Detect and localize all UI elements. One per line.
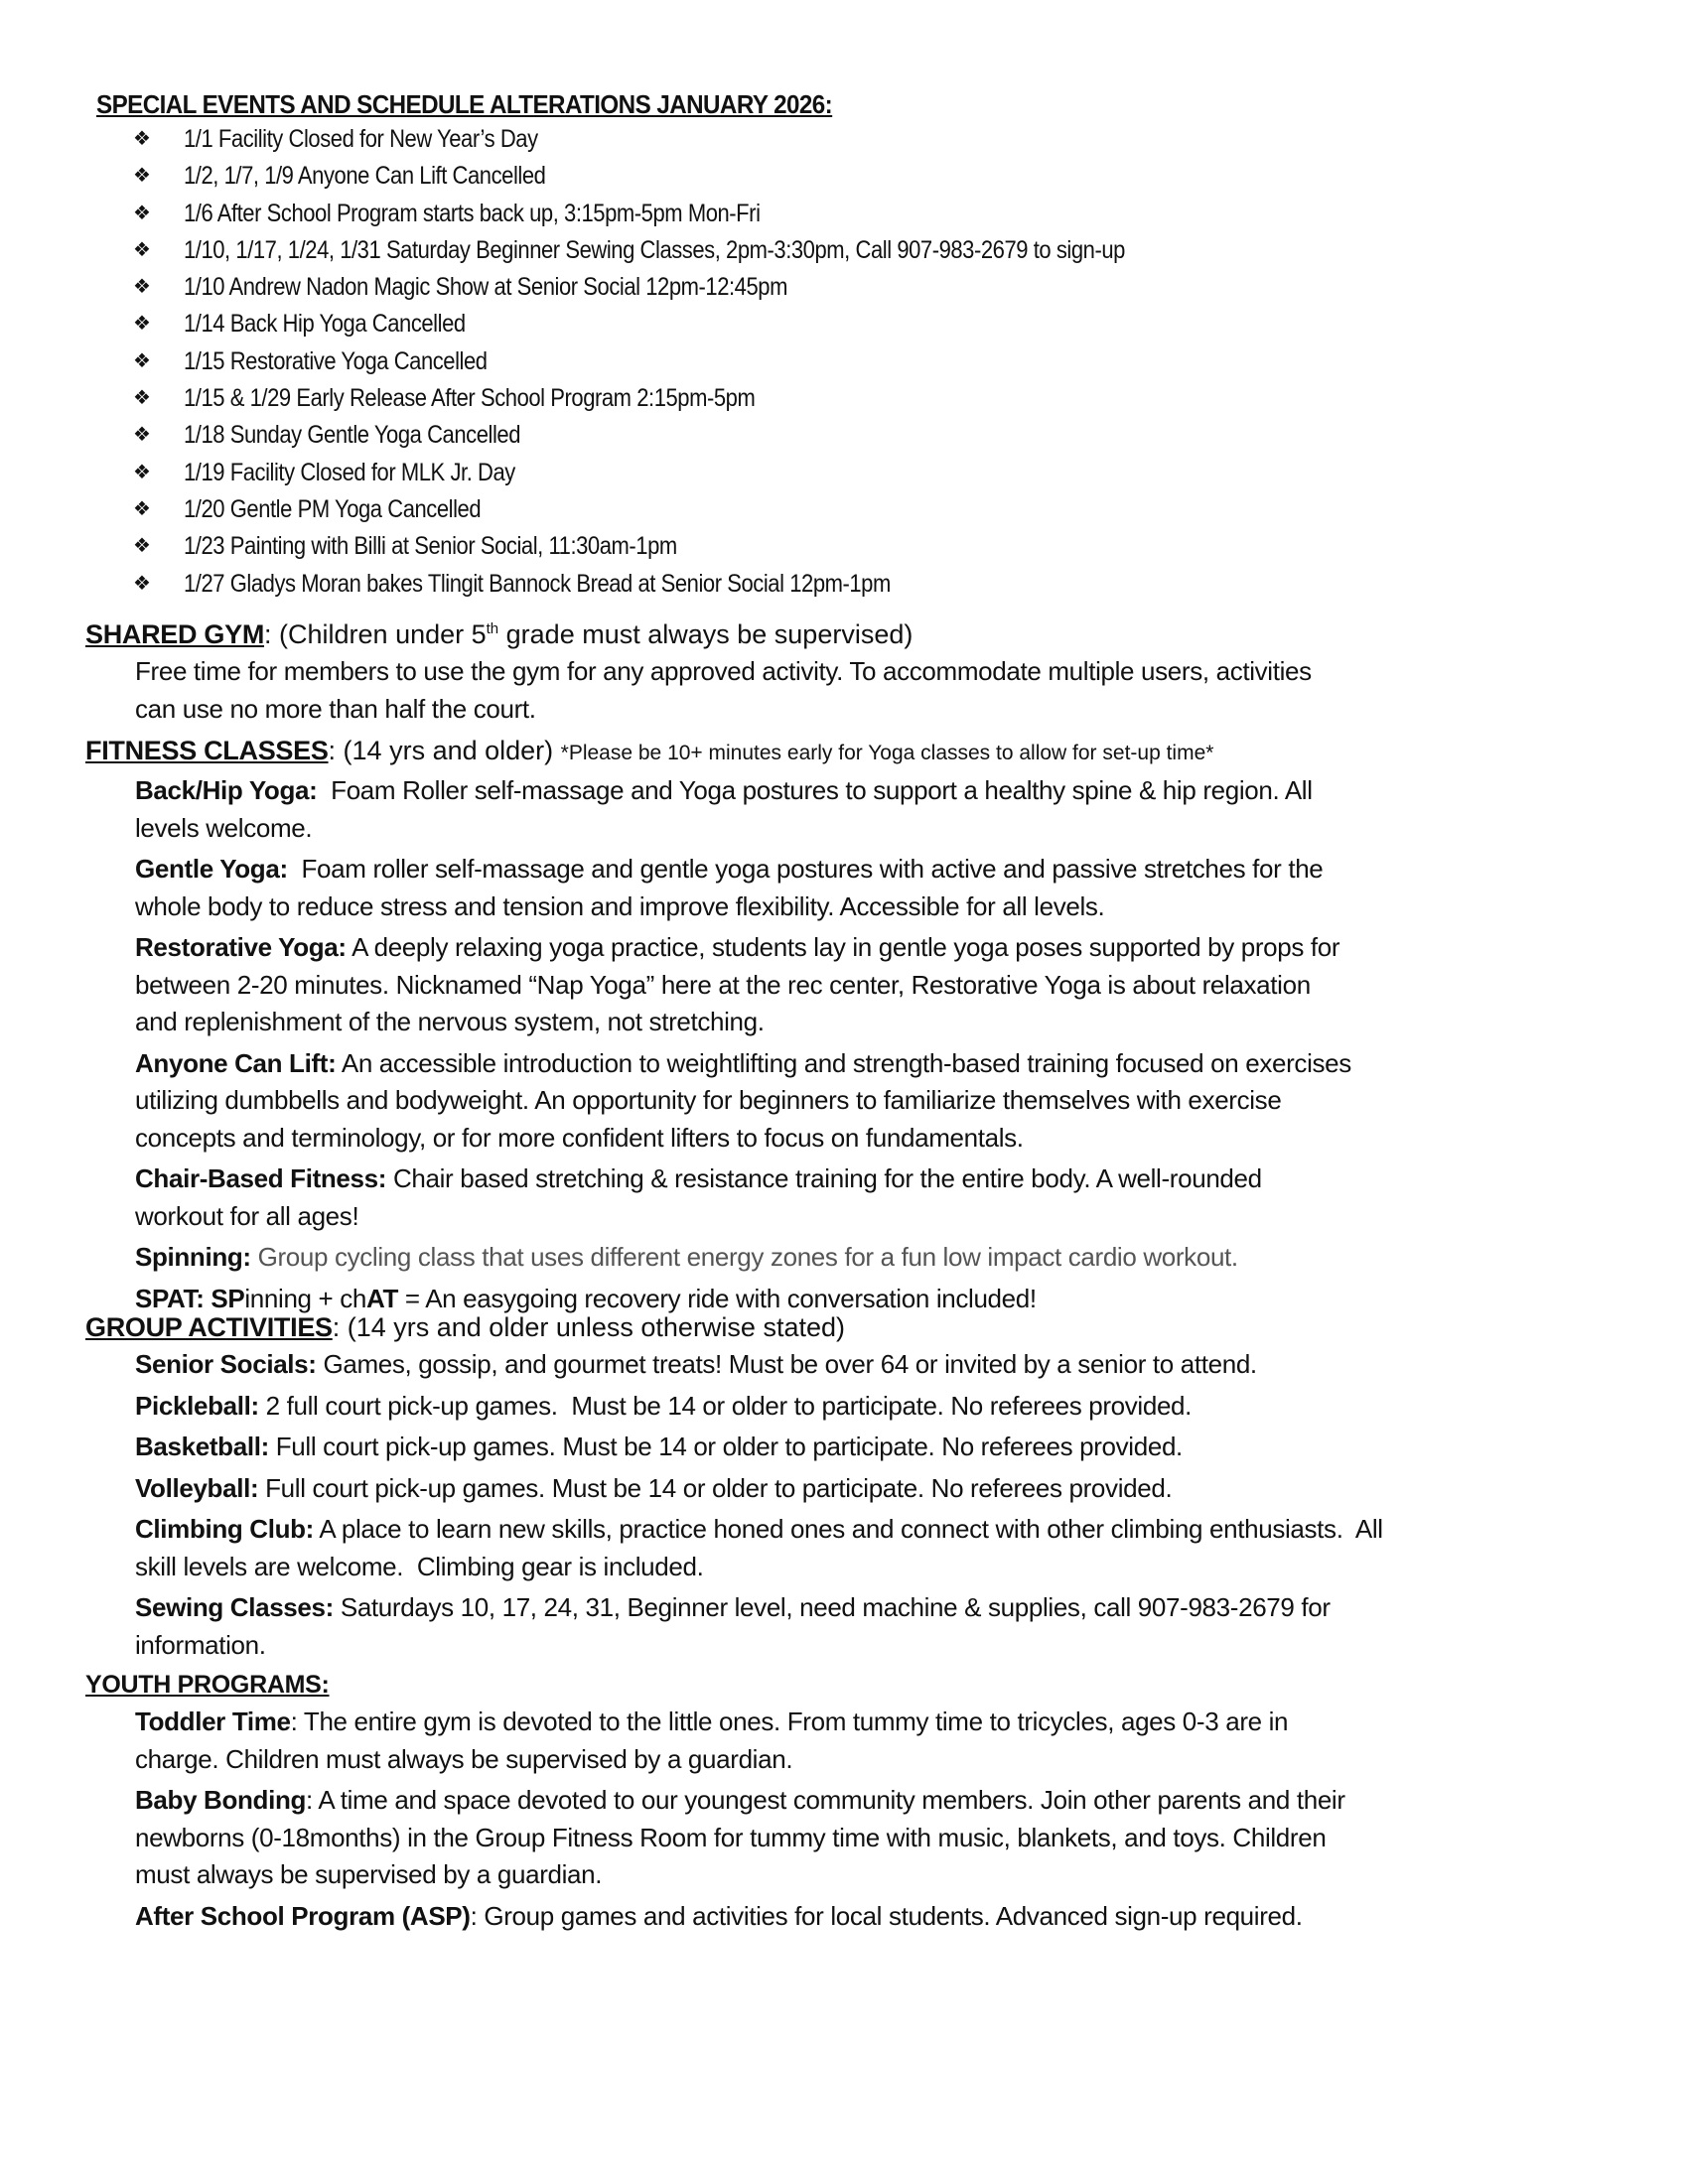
- entry-label: Gentle Yoga:: [135, 854, 288, 884]
- entry-line: [135, 1704, 1615, 1741]
- entry-label: SPAT: SP: [135, 1283, 245, 1313]
- entry-item: [135, 1704, 1615, 1778]
- entry-label: Pickleball:: [135, 1390, 259, 1421]
- entry-text: levels welcome.: [135, 812, 313, 843]
- entry-text: : Group games and activities for local students. Advanced sign-up required.: [470, 1900, 1303, 1931]
- event-item: [96, 269, 1606, 306]
- entry-line: [135, 1004, 1615, 1041]
- group-activities-list: [85, 1346, 1615, 1664]
- entry-item: [135, 1470, 1615, 1508]
- fitness-classes-note: *Please be 10+ minutes early for Yoga classes to allow for set-up time*: [560, 742, 1214, 764]
- diamond-bullet-icon: ❖: [133, 349, 151, 372]
- entry-line: [135, 1239, 1615, 1277]
- event-text: 1/15 & 1/29 Early Release After School Program 2:15pm-5pm: [184, 384, 756, 413]
- shared-gym-description: [135, 653, 1615, 728]
- entry-label: Restorative Yoga:: [135, 932, 347, 962]
- diamond-bullet-icon: ❖: [133, 424, 151, 447]
- entry-item: [135, 772, 1615, 847]
- diamond-bullet-icon: ❖: [133, 128, 151, 150]
- entry-line: [135, 1741, 1615, 1779]
- entry-item: [135, 929, 1615, 1041]
- event-item: [96, 196, 1606, 232]
- diamond-bullet-icon: ❖: [133, 461, 151, 483]
- event-item: [96, 491, 1606, 528]
- event-item: [96, 121, 1606, 158]
- entry-item: [135, 1160, 1615, 1235]
- diamond-bullet-icon: ❖: [133, 535, 151, 558]
- entry-text: Saturdays 10, 17, 24, 31, Beginner level, need machine & supplies, call 907-983-2679 for: [333, 1592, 1331, 1622]
- entry-label: Sewing Classes:: [135, 1592, 334, 1622]
- entry-text: Full court pick-up games. Must be 14 or older to participate. No referees provided.: [258, 1472, 1173, 1503]
- entry-item: [135, 851, 1615, 925]
- youth-programs-section: [85, 1665, 1615, 1935]
- event-text: 1/23 Painting with Billi at Senior Social, 11:30am-1pm: [184, 532, 677, 561]
- superscript: th: [486, 620, 499, 637]
- event-item: [96, 380, 1606, 417]
- event-item: [96, 566, 1606, 603]
- entry-item: [135, 1346, 1615, 1384]
- entry-item: [135, 1045, 1615, 1158]
- entry-item: [135, 1782, 1615, 1894]
- group-activities-header: [85, 1308, 1615, 1346]
- entry-line: [135, 1045, 1615, 1083]
- entry-text: charge. Children must always be supervised by a guardian.: [135, 1743, 793, 1774]
- event-item: [96, 528, 1606, 565]
- entry-label-mid: inning + ch: [244, 1283, 367, 1313]
- entry-line: [135, 1898, 1615, 1936]
- entry-label: Baby Bonding: [135, 1785, 307, 1815]
- entry-text: Foam roller self-massage and gentle yoga postures with active and passive stretches for the: [287, 854, 1324, 884]
- entry-text: : The entire gym is devoted to the little ones. From tummy time to tricycles, ages 0-3 are in: [290, 1706, 1289, 1736]
- entry-text: workout for all ages!: [135, 1200, 359, 1231]
- entry-line: [135, 1388, 1615, 1426]
- entry-label: Volleyball:: [135, 1472, 259, 1503]
- youth-programs-heading: YOUTH PROGRAMS:: [85, 1671, 330, 1699]
- entry-line: [135, 967, 1615, 1005]
- entry-text: A place to learn new skills, practice honed ones and connect with other climbing enthusiasts. All: [313, 1514, 1383, 1544]
- entry-item: [135, 1589, 1615, 1664]
- entry-label: Climbing Club:: [135, 1514, 314, 1544]
- event-text: 1/15 Restorative Yoga Cancelled: [184, 346, 488, 375]
- description-line: Free time for members to use the gym for any approved activity. To accommodate multiple users, activities: [135, 656, 1312, 686]
- entry-label: After School Program (ASP): [135, 1900, 471, 1931]
- entry-label-end: AT: [366, 1283, 399, 1313]
- group-activities-heading: GROUP ACTIVITIES: [85, 1312, 333, 1342]
- entry-line: [135, 1782, 1615, 1820]
- event-text: 1/1 Facility Closed for New Year’s Day: [184, 125, 538, 153]
- entry-text: whole body to reduce stress and tension and improve flexibility. Accessible for all levels.: [135, 890, 1105, 921]
- entry-label: Basketball:: [135, 1432, 269, 1461]
- special-events-list: [96, 121, 1606, 603]
- entry-line: [135, 1470, 1615, 1508]
- entry-text: Full court pick-up games. Must be 14 or older to participate. No referees provided.: [268, 1432, 1183, 1461]
- fitness-classes-list: [85, 772, 1615, 1317]
- diamond-bullet-icon: ❖: [133, 572, 151, 595]
- description-line: can use no more than half the court.: [135, 693, 536, 724]
- diamond-bullet-icon: ❖: [133, 313, 151, 336]
- entry-text: Foam Roller self-massage and Yoga postures to support a healthy spine & hip region. All: [317, 775, 1313, 805]
- group-activities-subtitle: : (14 yrs and older unless otherwise stated): [332, 1312, 845, 1342]
- shared-gym-subtitle: : (Children under 5: [264, 619, 487, 649]
- special-events-section: [96, 87, 1606, 603]
- entry-text: concepts and terminology, or for more confident lifters to focus on fundamentals.: [135, 1122, 1024, 1153]
- event-item: [96, 232, 1606, 269]
- event-text: 1/27 Gladys Moran bakes Tlingit Bannock Bread at Senior Social 12pm-1pm: [184, 569, 891, 598]
- diamond-bullet-icon: ❖: [133, 497, 151, 520]
- youth-programs-header: [85, 1665, 1615, 1704]
- entry-text: = An easygoing recovery ride with conversation included!: [398, 1283, 1037, 1313]
- entry-text: between 2-20 minutes. Nicknamed “Nap Yoga” here at the rec center, Restorative Yoga is about relaxation: [135, 969, 1311, 1000]
- entry-label: Anyone Can Lift:: [135, 1047, 337, 1078]
- entry-text: 2 full court pick-up games. Must be 14 or older to participate. No referees provided.: [258, 1390, 1193, 1421]
- entry-line: [135, 1429, 1615, 1466]
- entry-text: utilizing dumbbells and bodyweight. An opportunity for beginners to familiarize themselves with exercise: [135, 1085, 1282, 1115]
- entry-text: : A time and space devoted to our youngest community members. Join other parents and their: [306, 1785, 1345, 1815]
- entry-text: skill levels are welcome. Climbing gear is included.: [135, 1551, 704, 1581]
- diamond-bullet-icon: ❖: [133, 165, 151, 188]
- youth-programs-list: [85, 1704, 1615, 1935]
- event-text: 1/19 Facility Closed for MLK Jr. Day: [184, 458, 515, 486]
- diamond-bullet-icon: ❖: [133, 238, 151, 261]
- entry-line: [135, 772, 1615, 810]
- entry-text: and replenishment of the nervous system, not stretching.: [135, 1007, 765, 1036]
- entry-label: Back/Hip Yoga:: [135, 775, 318, 805]
- fitness-classes-heading: FITNESS CLASSES: [85, 736, 329, 765]
- event-text: 1/6 After School Program starts back up, 3:15pm-5pm Mon-Fri: [184, 199, 761, 227]
- event-item: [96, 343, 1606, 380]
- event-text: 1/2, 1/7, 1/9 Anyone Can Lift Cancelled: [184, 162, 546, 191]
- shared-gym-section: [85, 611, 1615, 728]
- shared-gym-subtitle-end: grade must always be supervised): [498, 619, 914, 649]
- entry-line: [135, 1820, 1615, 1857]
- event-item: [96, 455, 1606, 491]
- diamond-bullet-icon: ❖: [133, 387, 151, 410]
- event-text: 1/20 Gentle PM Yoga Cancelled: [184, 494, 482, 523]
- entry-text: An accessible introduction to weightlifting and strength-based training focused on exercises: [336, 1047, 1351, 1078]
- entry-line: [135, 929, 1615, 967]
- fitness-classes-subtitle: : (14 yrs and older): [328, 736, 561, 765]
- entry-line: [135, 1627, 1615, 1665]
- entry-line: [135, 1589, 1615, 1627]
- diamond-bullet-icon: ❖: [133, 276, 151, 299]
- entry-text: Chair based stretching & resistance training for the entire body. A well-rounded: [386, 1163, 1262, 1193]
- event-text: 1/18 Sunday Gentle Yoga Cancelled: [184, 421, 520, 450]
- entry-line: [135, 888, 1615, 926]
- entry-item: [135, 1429, 1615, 1466]
- entry-item: [135, 1239, 1615, 1277]
- entry-label: Spinning:: [135, 1242, 251, 1272]
- entry-line: [135, 1856, 1615, 1894]
- event-item: [96, 417, 1606, 454]
- group-activities-section: [85, 1308, 1615, 1664]
- fitness-classes-header: [85, 732, 1615, 772]
- entry-text: Games, gossip, and gourmet treats! Must be over 64 or invited by a senior to attend.: [316, 1349, 1257, 1379]
- shared-gym-heading: SHARED GYM: [85, 619, 265, 649]
- entry-line: [135, 1160, 1615, 1198]
- entry-item: [135, 1898, 1615, 1936]
- fitness-classes-section: [85, 732, 1615, 1317]
- entry-text: must always be supervised by a guardian.: [135, 1859, 603, 1889]
- event-text: 1/10 Andrew Nadon Magic Show at Senior Social 12pm-12:45pm: [184, 273, 787, 302]
- entry-label: Senior Socials:: [135, 1349, 317, 1379]
- entry-text: A deeply relaxing yoga practice, students lay in gentle yoga poses supported by props for: [346, 932, 1340, 962]
- entry-text: Group cycling class that uses different energy zones for a fun low impact cardio workout.: [250, 1242, 1238, 1272]
- entry-line: [135, 1511, 1615, 1549]
- event-item: [96, 158, 1606, 195]
- entry-line: [135, 1346, 1615, 1384]
- entry-line: [135, 1120, 1615, 1158]
- shared-gym-header: [85, 611, 1615, 653]
- entry-label: Chair-Based Fitness:: [135, 1163, 387, 1193]
- event-item: [96, 306, 1606, 342]
- entry-line: [135, 1082, 1615, 1120]
- entry-line: [135, 851, 1615, 888]
- entry-line: [135, 810, 1615, 848]
- diamond-bullet-icon: ❖: [133, 202, 151, 224]
- entry-item: [135, 1388, 1615, 1426]
- entry-text: newborns (0-18months) in the Group Fitness Room for tummy time with music, blankets, and toys. Children: [135, 1822, 1327, 1852]
- event-text: 1/10, 1/17, 1/24, 1/31 Saturday Beginner Sewing Classes, 2pm-3:30pm, Call 907-983-2679 to sign-up: [184, 235, 1125, 264]
- entry-line: [135, 1198, 1615, 1236]
- event-text: 1/14 Back Hip Yoga Cancelled: [184, 310, 466, 339]
- entry-line: [135, 1549, 1615, 1586]
- special-events-title: SPECIAL EVENTS AND SCHEDULE ALTERATIONS JANUARY 2026:: [96, 89, 833, 119]
- entry-text: information.: [135, 1629, 266, 1660]
- entry-label: Toddler Time: [135, 1706, 291, 1736]
- entry-item: [135, 1511, 1615, 1585]
